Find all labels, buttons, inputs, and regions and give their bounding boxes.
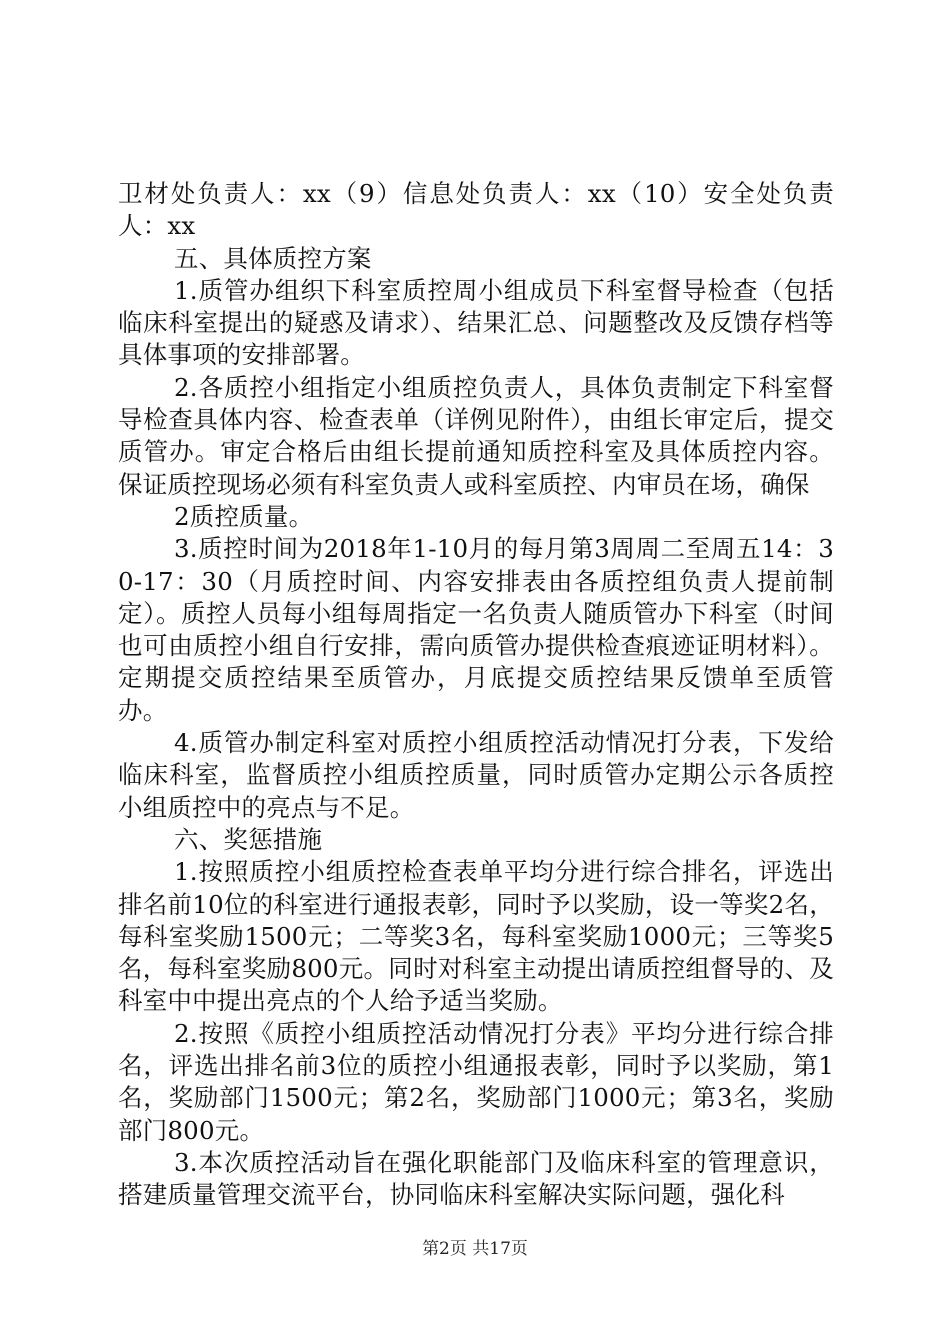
section-heading-quality-control-plan: 五、具体质控方案 (174, 243, 372, 273)
paragraph-plan-item-1: 1.质管办组织下科室质控周小组成员下科室督导检查（包括临床科室提出的疑惑及请求）、结果汇总、问题整改及反馈存档等具体事项的安排部署。 (118, 275, 834, 370)
paragraph-reward-item-3: 3.本次质控活动旨在强化职能部门及临床科室的管理意识，搭建质量管理交流平台，协同临床科室解决实际问题，强化科 (118, 1147, 834, 1210)
paragraph-plan-item-3: 3.质控时间为2018年1-10月的每月第3周周二至周五14：30-17：30（月质控时间、内容安排表由各质控组负责人提前制定）。质控人员每小组每周指定一名负责人随质管办下科室（时间也可由质控小组自行安排，需向质管办提供检查痕迹证明材料）。定期提交质控结果至质管办，月底提交质控结果反馈单至质管办。 (118, 534, 834, 725)
page-number-footer: 第2页 共17页 (422, 1239, 528, 1259)
paragraph-reward-item-2: 2.按照《质控小组质控活动情况打分表》平均分进行综合排名，评选出排名前3位的质控小组通报表彰，同时予以奖励，第1名，奖励部门1500元；第2名，奖励部门1000元；第3名，奖励部门800元。 (118, 1018, 834, 1145)
paragraph-contact-list: 卫材处负责人：xx（9）信息处负责人：xx（10）安全处负责人：xx (118, 179, 834, 241)
paragraph-plan-item-2-continued: 2质控质量。 (174, 501, 314, 531)
section-heading-rewards: 六、奖惩措施 (174, 824, 323, 854)
document-body (118, 178, 834, 1212)
paragraph-plan-item-4: 4.质管办制定科室对质控小组质控活动情况打分表，下发给临床科室，监督质控小组质控质量，同时质管办定期公示各质控小组质控中的亮点与不足。 (118, 728, 834, 822)
paragraph-reward-item-1: 1.按照质控小组质控检查表单平均分进行综合排名，评选出排名前10位的科室进行通报表彰，同时予以奖励，设一等奖2名，每科室奖励1500元；二等奖3名，每科室奖励1000元；三等奖5名，每科室奖励800元。同时对科室主动提出请质控组督导的、及科室中中提出亮点的个人给予适当奖励。 (118, 857, 834, 1016)
paragraph-plan-item-2: 2.各质控小组指定小组质控负责人，具体负责制定下科室督导检查具体内容、检查表单（详例见附件），由组长审定后，提交质管办。审定合格后由组长提前通知质控科室及具体质控内容。保证质控现场必须有科室负责人或科室质控、内审员在场，确保 (118, 372, 834, 499)
